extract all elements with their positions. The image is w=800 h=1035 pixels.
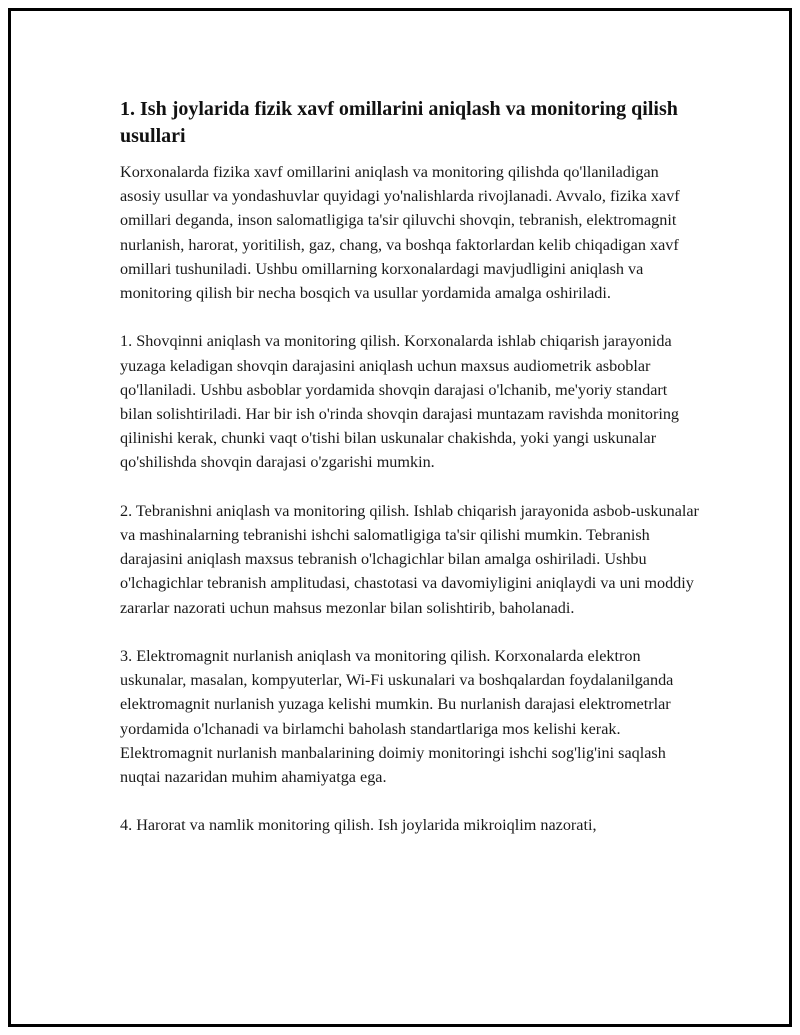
paragraph-noise: 1. Shovqinni aniqlash va monitoring qilish. Korxonalarda ishlab chiqarish jarayonida yuzaga keladigan shovqin darajasini aniqlash uchun maxsus audiometrik asboblar qo'llaniladi. Ushbu asboblar yordamida shovqin darajasi o'lchanib, me'yoriy standart bilan solishtiriladi. Har bir ish o'rinda shovqin darajasi muntazam ravishda monitoring qilinishi kerak, chunki vaqt o'tishi bilan uskunalar chakishda, yoki yangi uskunalar qo'shilishda shovqin darajasi o'zgarishi mumkin. <box>120 332 680 472</box>
intro-paragraph: Korxonalarda fizika xavf omillarini aniqlash va monitoring qilishda qo'llaniladigan asosiy usullar va yondashuvlar quyidagi yo'nalishlarda rivojlanadi. Avvalo, fizika xavf omillari deganda, inson salomatligiga ta'sir qiluvchi shovqin, tebranish, elektromagnit nurlanish, harorat, yoritilish, gaz, chang, va boshqa faktorlardan kelib chiqadigan xavf omillari tushuniladi. Ushbu omillarning korxonalardagi mavjudligini aniqlash va monitoring qilish bir necha bosqich va usullar yordamida amalga oshiriladi. <box>120 163 680 303</box>
section-heading: 1. Ish joylarida fizik xavf omillarini aniqlash va monitoring qilish usullari <box>120 98 678 147</box>
document-body <box>120 96 700 838</box>
paragraph-vibration: 2. Tebranishni aniqlash va monitoring qilish. Ishlab chiqarish jarayonida asbob-uskunalar va mashinalarning tebranishi ishchi salomatligiga ta'sir qilishi mumkin. Tebranish darajasini aniqlash maxsus tebranish o'lchagichlar bilan amalga oshiriladi. Ushbu o'lchagichlar tebranish amplitudasi, chastotasi va davomiyligini aniqlaydi va uni moddiy zararlar nazorati uchun mahsus mezonlar bilan solishtirib, baholanadi. <box>120 501 699 617</box>
paragraph-temperature: 4. Harorat va namlik monitoring qilish. Ish joylarida mikroiqlim nazorati, <box>120 816 597 835</box>
paragraph-electromagnetic: 3. Elektromagnit nurlanish aniqlash va monitoring qilish. Korxonalarda elektron uskunalar, masalan, kompyuterlar, Wi-Fi uskunalari va boshqalardan foydalanilganda elektromagnit nurlanish yuzaga kelishi mumkin. Bu nurlanish darajasi elektrometrlar yordamida o'lchanadi va birlamchi baholash standartlariga mos kelishi kerak. Elektromagnit nurlanish manbalarining doimiy monitoringi ishchi sog'lig'ini saqlash nuqtai nazaridan muhim ahamiyatga ega. <box>120 647 674 787</box>
page-frame <box>8 8 792 1027</box>
